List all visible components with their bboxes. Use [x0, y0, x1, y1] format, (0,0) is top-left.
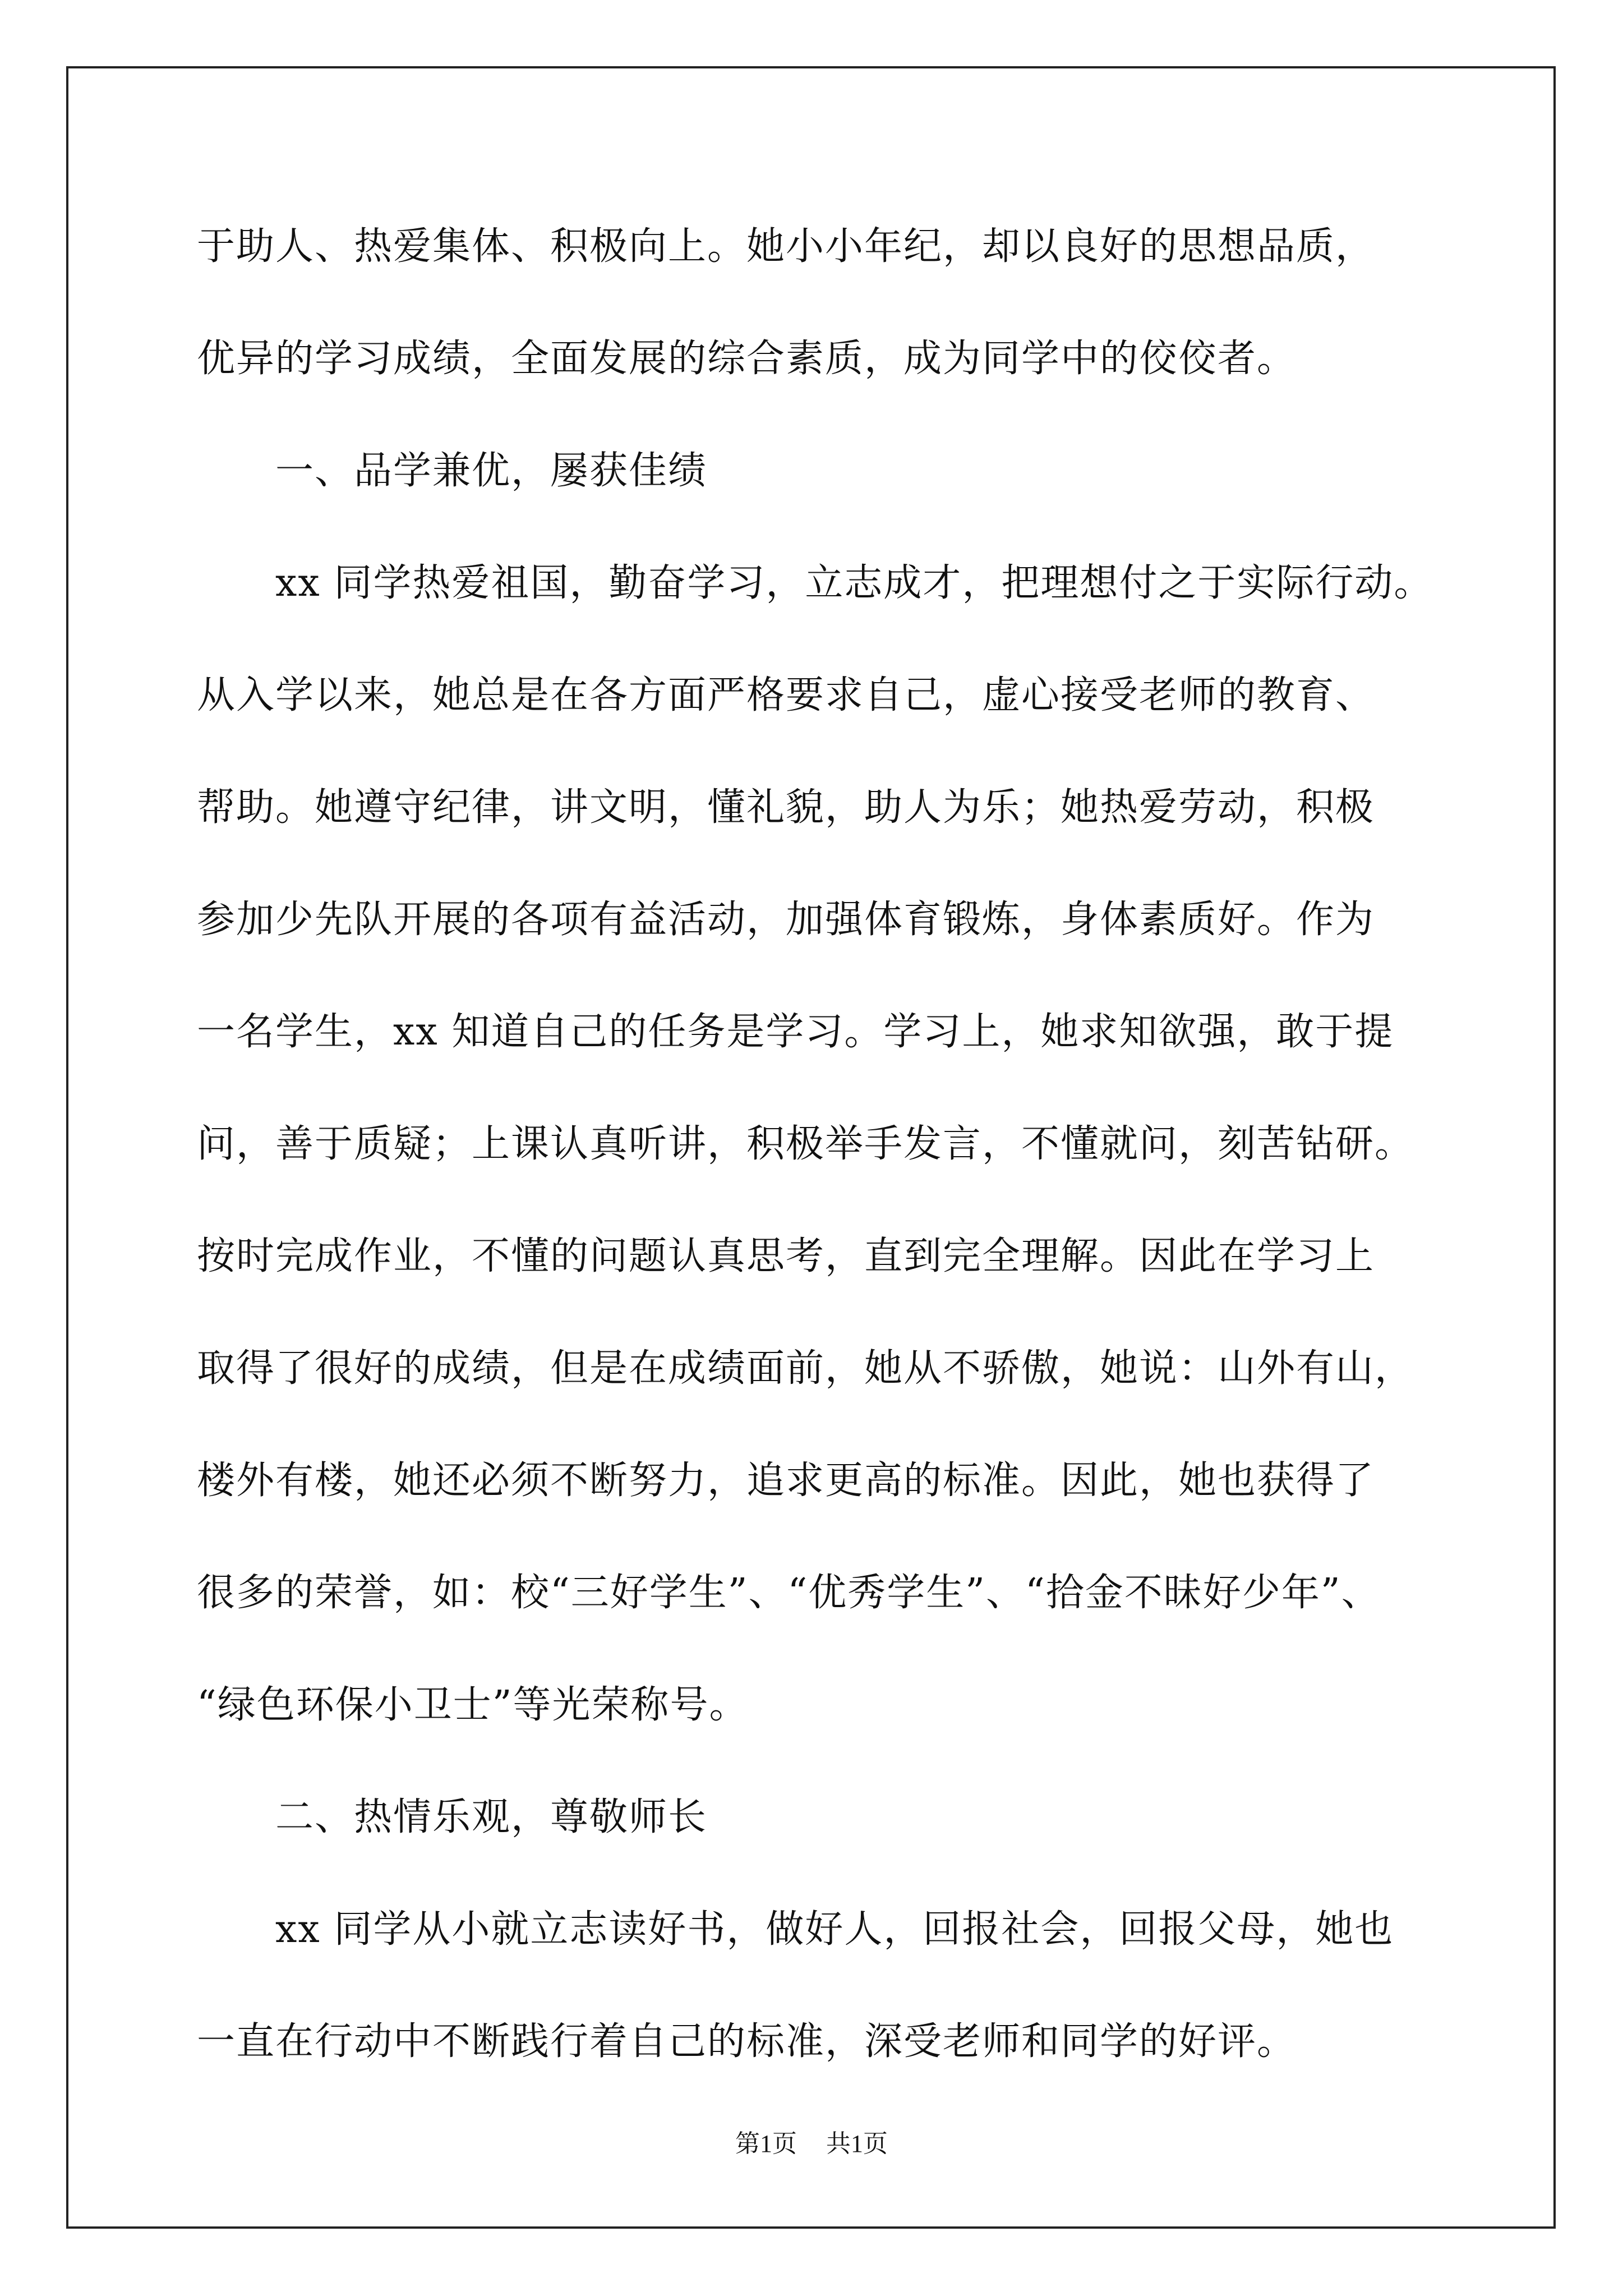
page-total: 共1页 — [826, 2130, 888, 2157]
text-line-16: xx 同学从小就立志读好书，做好人，回报社会，回报父母，她也 — [275, 1907, 1394, 1952]
page-number: 第1页 — [735, 2130, 797, 2157]
section-heading-2: 二、热情乐观，尊敬师长 — [275, 1795, 708, 1839]
text-line-9: 问，善于质疑；上课认真听讲，积极举手发言，不懂就问，刻苦钻研。 — [197, 1122, 1414, 1166]
text-line-4: xx 同学热爱祖国，勤奋学习，立志成才，把理想付之于实际行动。 — [275, 561, 1433, 605]
text-line-11: 取得了很好的成绩，但是在成绩面前，她从不骄傲，她说：山外有山， — [197, 1346, 1414, 1391]
text-line-12: 楼外有楼，她还必须不断努力，追求更高的标准。因此，她也获得了 — [197, 1458, 1375, 1503]
document-body — [197, 191, 1487, 2098]
page-footer — [0, 2123, 1623, 2159]
text-line-6: 帮助。她遵守纪律，讲文明，懂礼貌，助人为乐；她热爱劳动，积极 — [197, 785, 1375, 830]
text-line-17: 一直在行动中不断践行着自己的标准，深受老师和同学的好评。 — [197, 2019, 1297, 2064]
text-line-5: 从入学以来，她总是在各方面严格要求自己，虚心接受老师的教育、 — [197, 673, 1375, 717]
text-line-2: 优异的学习成绩，全面发展的综合素质，成为同学中的佼佼者。 — [197, 337, 1297, 381]
text-line-7: 参加少先队开展的各项有益活动，加强体育锻炼，身体素质好。作为 — [197, 898, 1375, 942]
text-line-14: “绿色环保小卫士”等光荣称号。 — [197, 1683, 749, 1727]
text-line-10: 按时完成作业，不懂的问题认真思考，直到完全理解。因此在学习上 — [197, 1234, 1375, 1278]
section-heading-1: 一、品学兼优，屡获佳绩 — [275, 449, 708, 493]
text-line-1: 于助人、热爱集体、积极向上。她小小年纪，却以良好的思想品质， — [197, 224, 1375, 269]
text-line-13: 很多的荣誉，如：校“三好学生”、“优秀学生”、“拾金不昧好少年”、 — [197, 1571, 1381, 1615]
text-line-8: 一名学生，xx 知道自己的任务是学习。学习上，她求知欲强，敢于提 — [197, 1010, 1394, 1054]
